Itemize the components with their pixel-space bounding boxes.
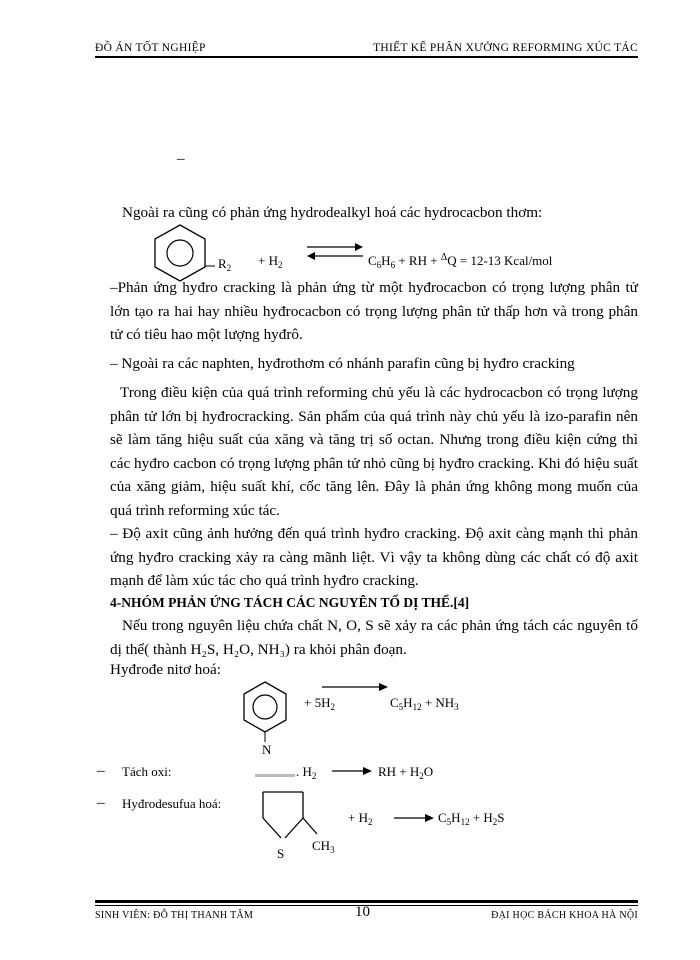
footer-right: ĐẠI HỌC BÁCH KHOA HÀ NỘI (491, 910, 638, 921)
arrow-icon (320, 680, 390, 694)
smudged-reactant (255, 774, 295, 777)
h2-reagent: + $H_2$ (258, 253, 283, 270)
arrow-icon (330, 764, 374, 778)
header-right: THIẾT KẾ PHÂN XƯỞNG REFORMING XÚC TÁC (373, 42, 638, 54)
para-naphten: – Ngoài ra các naphten, hyđrothơm có nhánh parafin cũng bị hyđro cracking (110, 355, 575, 372)
footer-left: SINH VIÊN: ĐỖ THỊ THANH TÂM (95, 910, 254, 921)
para-impurity: Nếu trong nguyên liệu chứa chất N, O, S sẽ xảy ra các phản ứng tách các nguyên tố dị thể( thành H₂S, H₂O, NH₃) ra khỏi phân đoạn. (110, 617, 638, 658)
section-heading: 4-NHÓM PHẢN ỨNG TÁCH CÁC NGUYÊN TỐ DỊ THỂ.[4] (110, 595, 470, 610)
dealkyl-intro: Ngoài ra cũng có phản ứng hydrodealkyl hoá các hydrocacbon thơm: (122, 204, 543, 221)
reaction1-products: $C_6H_6$ + RH + $^\Delta$Q = 12-13 Kcal/mol (368, 252, 553, 270)
desulf-products: $C_5H_{12} + H_2S$ (438, 810, 505, 827)
arrow-icon (392, 811, 436, 825)
desulf-label: Hyđrodesufua hoá: (122, 796, 222, 811)
denitro-reagent: + $5H_2$ (304, 695, 335, 712)
benzene-r2-structure (150, 224, 330, 282)
s-label: S (277, 846, 285, 861)
desulf-dash: – (97, 794, 105, 811)
dash-mark: – (177, 150, 185, 167)
deoxy-dash: – (97, 762, 105, 779)
ch3-label: $CH_3$ (312, 838, 335, 855)
denitro-products: $C_5H_{12} + NH_3$ (390, 695, 459, 712)
desulf-reagent: + $H_2$ (348, 810, 373, 827)
denitro-label: Hyđrođe nitơ hoá: (110, 661, 221, 678)
equilibrium-arrow-icon (305, 240, 365, 264)
header-left: ĐỒ ÁN TỐT NGHIỆP (95, 42, 206, 54)
header-rule (95, 56, 638, 58)
para-conditions: Trong điều kiện của quá trình reforming chủ yếu là các hydrocacbon có trọng lượng phân tử lớn bị hyđrocracking. Sản phẩm của quá trình này chủ yếu là izo-parafin nên sẽ làm tăng hiệu suất của xăng và tăng trị số octan. Nhưng trong điều kiện cứng thì các hyđro cacbon có trọng lượng phân tử nhỏ cũng bị hyđro cracking. Khi đó hiệu suất của xăng giảm, hiệu suất khí, cốc tăng lên. Đây là phản ứng không mong muốn của quá trình reforming xúc tác. (110, 384, 638, 519)
deoxy-reagent: . $H_2$ (296, 764, 317, 781)
deoxy-label: Tách oxi: (122, 764, 172, 779)
page-number: 10 (355, 904, 370, 920)
deoxy-products: RH + $H_2O$ (378, 764, 434, 781)
footer-rule (95, 900, 638, 903)
pyridine-structure (240, 680, 290, 744)
para-acid: – Độ axit cũng ảnh hưởng đến quá trình hyđro cracking. Độ axit càng mạnh thì phản ứng hyđro cracking xảy ra càng mãnh liệt. Vì vậy ta không dùng các chất có độ axit mạnh để làm xúc tác cho quá trình hyđro cracking. (110, 525, 638, 589)
para-cracking: –Phản ứng hyđro cracking là phản ứng từ một hyđrocacbon có trọng lượng phân tử lớn tạo ra hai hay nhiều hyđrocacbon có trọng lượng phân tử thấp hơn và trong phân tử có tiêu hao một lượng hyđrô. (110, 279, 638, 343)
n-label: N (262, 742, 272, 757)
r2-label: $R_2$ (218, 256, 232, 273)
